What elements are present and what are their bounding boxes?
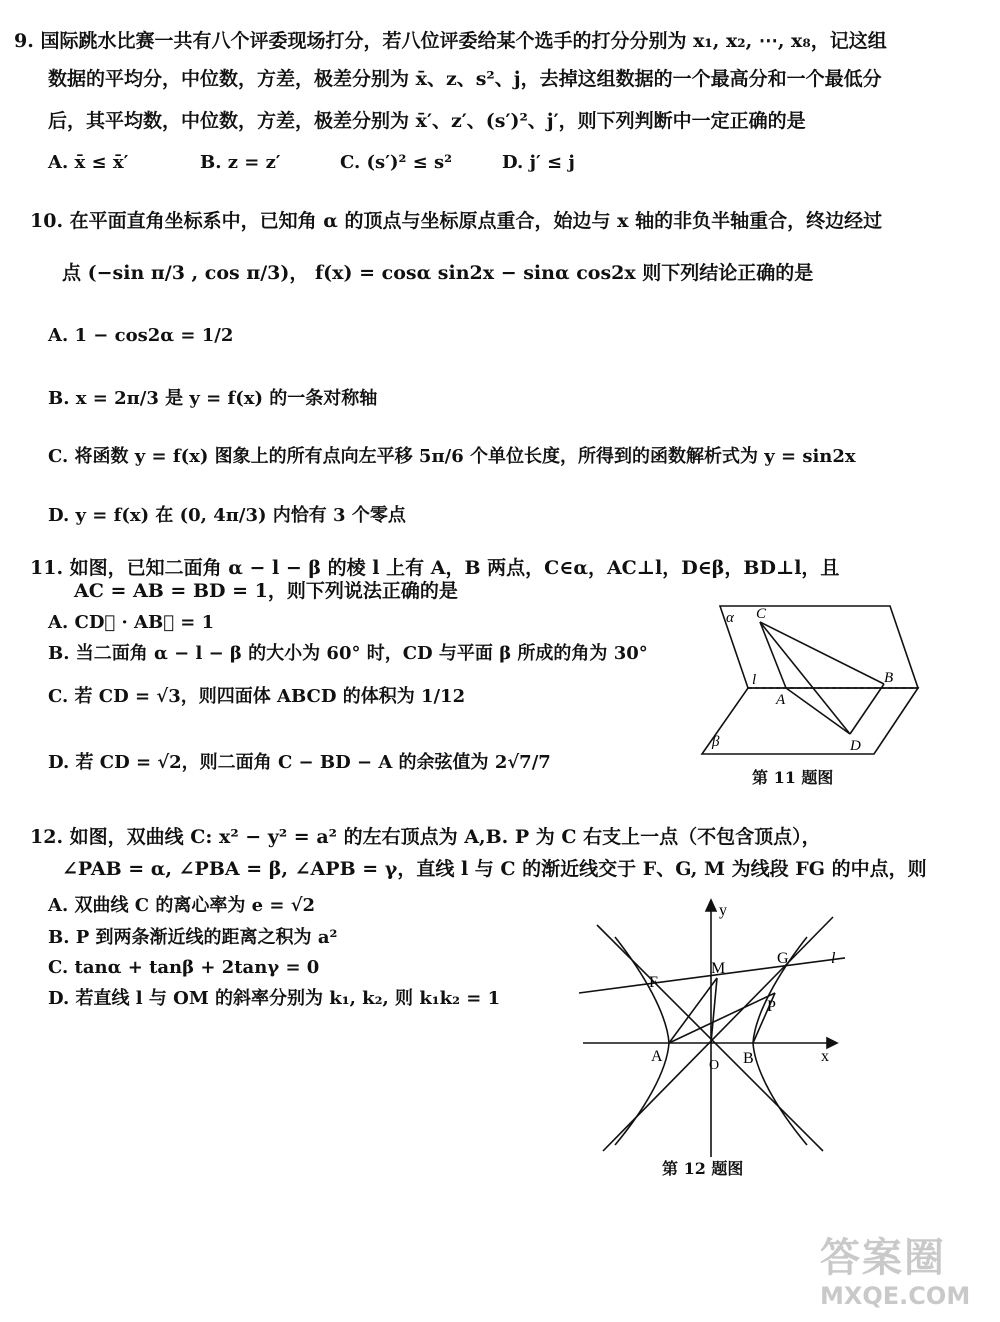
q9-line-3: 后，其平均数，中位数，方差，极差分别为 x̄′、z′、(s′)²、j′，则下列判断中一定正确的是 bbox=[48, 110, 806, 132]
segment-om bbox=[711, 978, 717, 1043]
label-beta: β bbox=[712, 734, 720, 750]
hyperbola-left-branch bbox=[615, 937, 669, 1145]
label-l: l bbox=[831, 950, 836, 967]
q11-figure bbox=[690, 596, 930, 766]
watermark-logo: 答案圈 bbox=[820, 1235, 946, 1281]
label-y: y bbox=[719, 902, 727, 919]
label-origin: O bbox=[709, 1058, 720, 1073]
y-axis-arrow bbox=[706, 900, 716, 911]
q12-line-1: 12. 如图，双曲线 C: x² − y² = a² 的左右顶点为 A,B. P 为 C 右支上一点（不包含顶点）， bbox=[30, 826, 821, 848]
q9-option-b: B. z = z′ bbox=[200, 152, 281, 173]
plane-beta bbox=[702, 688, 918, 754]
label-x: x bbox=[821, 1048, 829, 1065]
q11-option-b: B. 当二面角 α − l − β 的大小为 60° 时，CD 与平面 β 所成的角为 30° bbox=[48, 643, 648, 664]
q12-option-d: D. 若直线 l 与 OM 的斜率分别为 k₁, k₂, 则 k₁k₂ = 1 bbox=[48, 988, 501, 1009]
q10-line-2: 点 (−sin π/3 , cos π/3)， f(x) = cosα sin2x − sinα cos2x 则下列结论正确的是 bbox=[62, 262, 814, 284]
segment-am bbox=[669, 978, 717, 1043]
label-d: D bbox=[850, 738, 861, 754]
q11-option-a: A. CD⃗ · AB⃗ = 1 bbox=[48, 612, 215, 633]
q12-option-a: A. 双曲线 C 的离心率为 e = √2 bbox=[48, 895, 316, 916]
q9-line-1: 9. 国际跳水比赛一共有八个评委现场打分，若八位评委给某个选手的打分分别为 x₁, x₂, ⋯, x₈，记这组 bbox=[14, 30, 887, 52]
label-p: P bbox=[767, 998, 776, 1015]
q11-line-2: AC = AB = BD = 1，则下列说法正确的是 bbox=[74, 580, 458, 602]
q11-option-c: C. 若 CD = √3，则四面体 ABCD 的体积为 1/12 bbox=[48, 686, 466, 707]
segment-cd bbox=[760, 622, 850, 734]
q9-line-2: 数据的平均分，中位数，方差，极差分别为 x̄、z、s²、j，去掉这组数据的一个最高分和一个最低分 bbox=[48, 68, 882, 90]
label-b: B bbox=[884, 670, 894, 686]
q9-option-d: D. j′ ≤ j bbox=[502, 152, 575, 173]
x-axis-arrow bbox=[827, 1038, 837, 1048]
label-g: G bbox=[777, 950, 789, 967]
q10-line-1: 10. 在平面直角坐标系中，已知角 α 的顶点与坐标原点重合，始边与 x 轴的非负半轴重合，终边经过 bbox=[30, 210, 883, 232]
segment-bd bbox=[850, 684, 884, 734]
label-a: A bbox=[776, 692, 786, 708]
q10-option-d: D. y = f(x) 在 (0, 4π/3) 内恰有 3 个零点 bbox=[48, 505, 406, 526]
q11-caption: 第 11 题图 bbox=[752, 768, 834, 787]
q10-option-a: A. 1 − cos2α = 1/2 bbox=[48, 325, 234, 346]
segment-cb bbox=[760, 622, 884, 684]
label-m: M bbox=[711, 960, 726, 977]
label-c: C bbox=[756, 606, 767, 622]
q12-figure bbox=[575, 895, 845, 1165]
q12-caption: 第 12 题图 bbox=[662, 1159, 744, 1178]
label-l: l bbox=[752, 672, 757, 688]
q12-option-b: B. P 到两条渐近线的距离之积为 a² bbox=[48, 927, 338, 948]
q11-option-d: D. 若 CD = √2，则二面角 C − BD − A 的余弦值为 2√7/7 bbox=[48, 752, 551, 773]
q9-option-c: C. (s′)² ≤ s² bbox=[340, 152, 452, 173]
segment-ca bbox=[760, 622, 786, 688]
q12-option-c: C. tanα + tanβ + 2tanγ = 0 bbox=[48, 957, 320, 978]
q9-option-a: A. x̄ ≤ x̄′ bbox=[48, 152, 129, 173]
q10-option-c: C. 将函数 y = f(x) 图象上的所有点向左平移 5π/6 个单位长度，所得到的函数解析式为 y = sin2x bbox=[48, 446, 856, 467]
label-alpha: α bbox=[726, 610, 734, 626]
q11-line-1: 11. 如图，已知二面角 α − l − β 的棱 l 上有 A，B 两点，C∈α，AC⊥l，D∈β，BD⊥l，且 bbox=[30, 557, 840, 579]
label-b: B bbox=[743, 1050, 754, 1067]
label-f: F bbox=[649, 974, 658, 991]
q12-line-2: ∠PAB = α, ∠PBA = β, ∠APB = γ，直线 l 与 C 的渐近线交于 F、G, M 为线段 FG 的中点，则 bbox=[62, 858, 927, 880]
label-a: A bbox=[651, 1048, 663, 1065]
watermark-url: MXQE.COM bbox=[820, 1282, 971, 1310]
q10-option-b: B. x = 2π/3 是 y = f(x) 的一条对称轴 bbox=[48, 388, 378, 409]
